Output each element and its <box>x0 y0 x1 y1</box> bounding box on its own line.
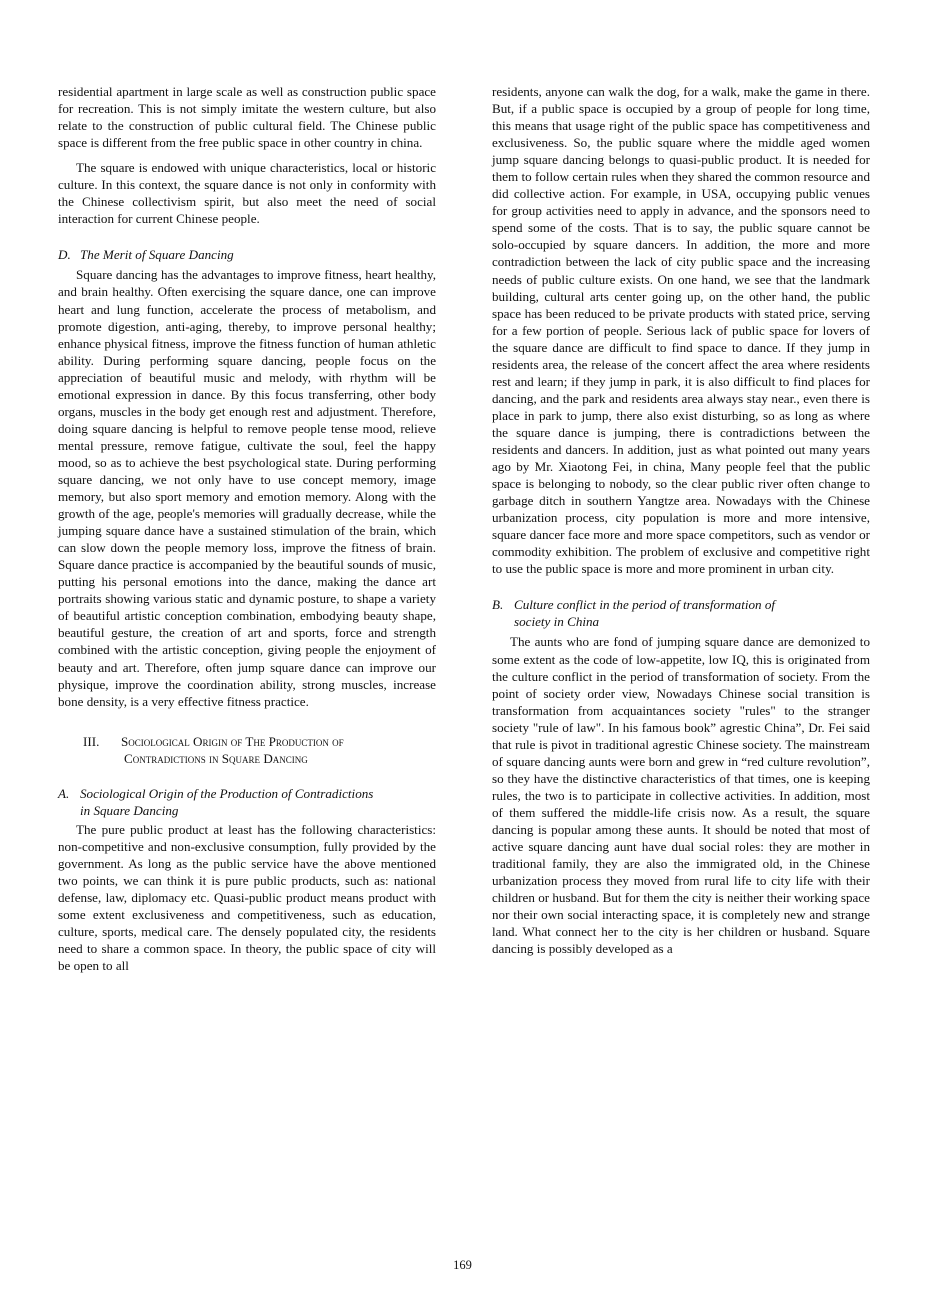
section-d-title: The Merit of Square Dancing <box>80 247 234 263</box>
section-b-title-line1: Culture conflict in the period of transformation of <box>514 597 776 613</box>
section-iii-number: III. <box>83 733 100 749</box>
section-a-letter: A. <box>58 785 70 801</box>
paragraph-square-characteristics: The square is endowed with unique characteristics, local or historic culture. In this context, the square dance is not only in conformity with the Chinese collectivism spirit, but also meet the need of social interaction for current Chinese people. <box>58 160 436 227</box>
section-iii-title-line1: Sociological Origin of The Production of <box>121 733 344 749</box>
left-column <box>58 83 436 974</box>
section-iii-heading <box>58 733 436 767</box>
section-a-heading <box>58 785 436 819</box>
section-b-body: The aunts who are fond of jumping square dance are demonized to some extent as the code of low-appetite, low IQ, this is originated from the culture conflict in the period of transformation of society. From the point of society order view, Nowadays Chinese social transition is transformation from acquaintances society "rules" to the stranger society "rule of law". In his famous book” agrestic China”, Dr. Fei said that rule is pivot in traditional agrestic Chinese society. The mainstream of square dancing aunts were born and grew in “red culture revolution”, so they have the distinctive characteristics of that times, one is keeping rules, the two is to participate in collective activities. In addition, most of them suffered the middle-life crisis now. As a result, the square dancing is popular among these aunts. It should be noted that most of active square dancing aunt have dual social roles: they are mother in traditional family, they are also the immigrated old, in the Chinese urbanization process they moved from rural life to city life with their children or husband. But for them the city is neither their working space nor their own social interacting space, it is completely new and strange land. What connect her to the city is her children or husband. Square dancing is possibly developed as a <box>492 634 870 957</box>
paragraph-intro: residential apartment in large scale as well as construction public space for recreation. This is not simply imitate the western culture, but also relate to the construction of public cultural field. The Chinese public space is different from the free public space in other country in china. <box>58 84 436 151</box>
section-iii-title-line2: Contradictions in Square Dancing <box>124 750 308 766</box>
paragraph-public-space-continued: residents, anyone can walk the dog, for a walk, make the game in there. But, if a public space is occupied by a group of people for long time, this means that usage right of the public space has competitiveness and exclusiveness. So, the public square where the middle aged women jump square dancing belongs to quasi-public product. It is needed for them to follow certain rules when they shared the common resource and did collective action. For example, in USA, occupying public venues for group activities need to apply in advance, and the sponsors need to spend some of the costs. That is to say, the public square cannot be solo-occupied by square dancers. In addition, the more and more contradiction between the lack of city public space and the increasing needs of public culture exists. On one hand, we see that the landmark building, cultural arts center going up, on the other hand, the public space has been reduced to be private products with stated price, serving for a few portion of people. Serious lack of public space for lovers of the square dance are difficult to find space to dance. If they jump in residents area, the release of the concert affect the area where residents rest and learn; if they jump in park, it is also difficult to find places for dancing, and the park and residents area always stay near., even there is place in park to jump, there also exist disturbing, so as long as where the square dance is jumping, there is contradictions between the residents and dancers. In addition, just as what pointed out many years ago by Mr. Xiaotong Fei, in china, Many people feel that the public space is belonging to nobody, so the clear public river often change to garbage ditch in southern Yangtze area. Nowadays with the Chinese urbanization process, city population is more and more intensive, square dancer face more and more space competitors, such as vendor or commodity exhibition. The problem of exclusive and competitive right to use the public space is more and more prominent in urban city. <box>492 84 870 577</box>
section-b-heading <box>492 596 870 630</box>
right-column <box>492 83 870 957</box>
section-d-heading <box>58 246 436 263</box>
section-d-body: Square dancing has the advantages to improve fitness, heart healthy, and brain healthy. Often exercising the square dance, one can improve heart and lung function, accelerate the process of metabolism, and promote digestion, anti-aging, thereby, to improve personal healthy; enhance physical fitness, improve the fitness function of human athletic ability. During performing square dancing, people focus on the appreciation of beautiful music and melody, with rhythm will be emotional expression in dance. By this focus transferring, other body organs, muscles in the body get enough rest and adjustment. Therefore, doing square dancing is helpful to remove people tense mood, relieve mental pressure, remove fatigue, cultivate the soul, feel the happy mood, so as to achieve the best psychological state. During performing square dancing, we not only have to use concept memory, image memory, but also sport memory and emotion memory. Along with the growth of the age, people's memories will gradually decrease, while the jumping square dance have a sustained stimulation of the brain, which can slow down the people memory loss, improve the fitness of brain. Square dance practice is accompanied by the beautiful sounds of music, putting his personal emotions into the dance, making the dance art portraits showing various static and dynamic posture, to shape a variety of beautiful artistic conception combination, embodying beauty shape, beautiful gesture, the creation of art and sports, force and strength combined with the artistic conception, giving people the enjoyment of beauty and art. Therefore, often jump square dance can improve our physique, improve the coordination ability, strong muscles, increase bone density, is a very effective fitness practice. <box>58 267 436 709</box>
page-number: 169 <box>453 1258 472 1272</box>
section-a-title-line1: Sociological Origin of the Production of Contradictions <box>80 785 374 801</box>
section-b-title-line2: society in China <box>514 614 600 630</box>
section-a-title-line2: in Square Dancing <box>80 802 179 818</box>
section-d-letter: D. <box>58 247 71 263</box>
section-a-body: The pure public product at least has the following characteristics: non-competitive and non-exclusive consumption, fully provided by the government. As long as the public service have the above mentioned two points, we can think it is pure public products, such as: national defense, law, diplomacy etc. Quasi-public product means product with some extent exclusiveness and competitiveness, such as education, culture, sports, medical care. The densely populated city, the residents need to share a common space. In theory, the public space of city will be open to all <box>58 821 436 974</box>
section-b-letter: B. <box>492 597 504 613</box>
